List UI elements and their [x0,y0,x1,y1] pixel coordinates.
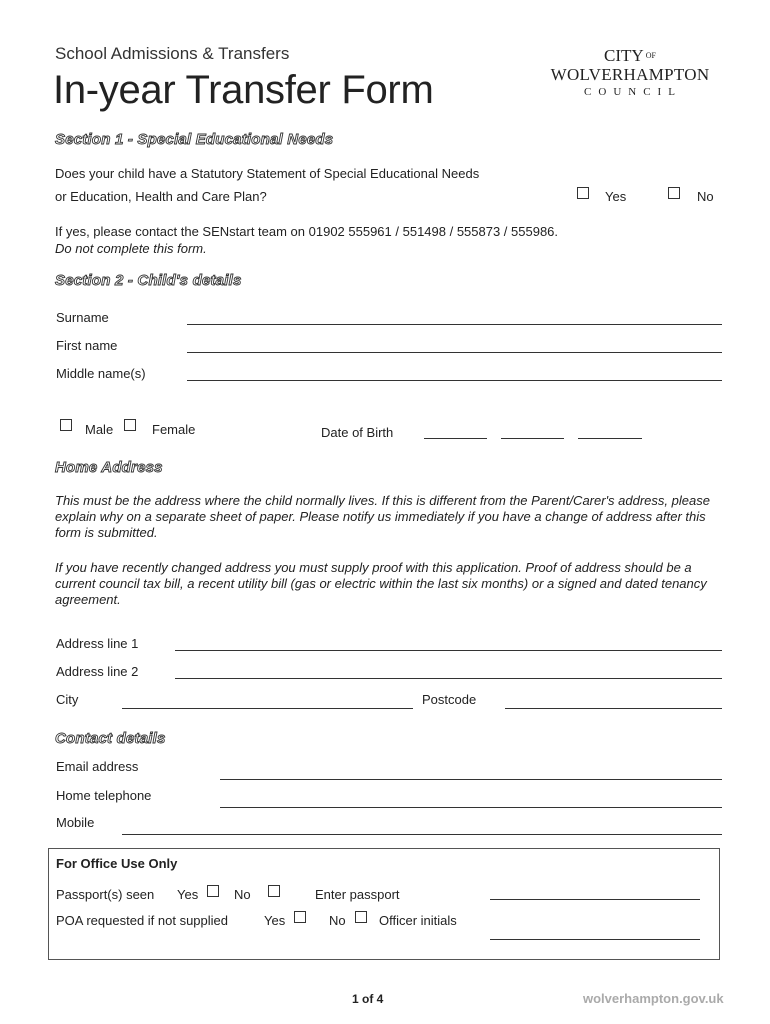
middle-names-field[interactable] [187,380,722,381]
male-checkbox[interactable] [60,419,72,431]
logo-of: OF [645,51,656,60]
address1-field[interactable] [175,650,722,651]
mobile-label: Mobile [56,815,95,830]
poa-no-label: No [329,913,346,928]
dob-month-field[interactable] [501,438,564,439]
passport-yes-label: Yes [177,887,199,902]
sen-yes-checkbox[interactable] [577,187,589,199]
female-label: Female [152,422,196,437]
sen-question-line1: Does your child have a Statutory Statement of Special Educational Needs [55,166,480,181]
sen-yes-label: Yes [605,189,627,204]
first-name-label: First name [56,338,118,353]
sen-do-not-complete: Do not complete this form. [55,241,207,256]
page-number: 1 of 4 [352,992,384,1006]
officer-initials-label: Officer initials [379,913,457,928]
sen-no-checkbox[interactable] [668,187,680,199]
section1-heading: Section 1 - Special Educational Needs [55,131,334,148]
email-field[interactable] [220,779,722,780]
male-label: Male [85,422,114,437]
contact-heading: Contact details [55,730,166,747]
middle-names-label: Middle name(s) [56,366,146,381]
home-address-heading: Home Address [55,459,163,476]
poa-yes-checkbox[interactable] [294,911,306,923]
passport-no-label: No [234,887,251,902]
postcode-label: Postcode [422,692,477,707]
address2-field[interactable] [175,678,722,679]
home-address-para1: This must be the address where the child normally lives. If this is different from the Parent/Carer's address, please explain why on a separate sheet of paper. Please notify us immediately if you have a change of address after this form is submitted. [55,493,710,540]
female-checkbox[interactable] [124,419,136,431]
passport-yes-checkbox[interactable] [207,885,219,897]
enter-passport-label: Enter passport [315,887,400,902]
address2-label: Address line 2 [56,664,139,679]
home-tel-label: Home telephone [56,788,152,803]
first-name-field[interactable] [187,352,722,353]
form-title: In-year Transfer Form [53,68,434,112]
poa-label: POA requested if not supplied [56,913,229,928]
mobile-field[interactable] [122,834,722,835]
section2-heading: Section 2 - Child's details [55,272,242,289]
dob-year-field[interactable] [578,438,642,439]
sen-no-label: No [697,189,714,204]
sen-question-line2: or Education, Health and Care Plan? [55,189,267,204]
surname-field[interactable] [187,324,722,325]
city-field[interactable] [122,708,413,709]
dob-day-field[interactable] [424,438,487,439]
passport-number-field[interactable] [490,899,700,900]
poa-no-checkbox[interactable] [355,911,367,923]
postcode-field[interactable] [505,708,722,709]
address1-label: Address line 1 [56,636,139,651]
footer-url: wolverhampton.gov.uk [583,991,724,1006]
passport-seen-label: Passport(s) seen [56,887,155,902]
email-label: Email address [56,759,139,774]
dob-label: Date of Birth [321,425,394,440]
sen-contact-note: If yes, please contact the SENstart team on 01902 555961 / 551498 / 555873 / 555986. [55,224,559,239]
poa-yes-label: Yes [264,913,286,928]
council-logo [540,46,720,100]
form-supertitle: School Admissions & Transfers [55,44,290,63]
logo-wolverhampton: WOLVERHAMPTON [550,65,710,84]
passport-no-checkbox[interactable] [268,885,280,897]
office-heading: For Office Use Only [56,856,178,871]
logo-council: COUNCIL [584,86,682,98]
home-tel-field[interactable] [220,807,722,808]
city-label: City [56,692,79,707]
surname-label: Surname [56,310,109,325]
officer-initials-field[interactable] [490,939,700,940]
logo-city: CITY [604,46,644,65]
home-address-para2: If you have recently changed address you must supply proof with this application. Proof of address should be a current council tax bill, a recent utility bill (gas or electric within the last six months) or a signed and dated tenancy agreement. [55,560,707,607]
